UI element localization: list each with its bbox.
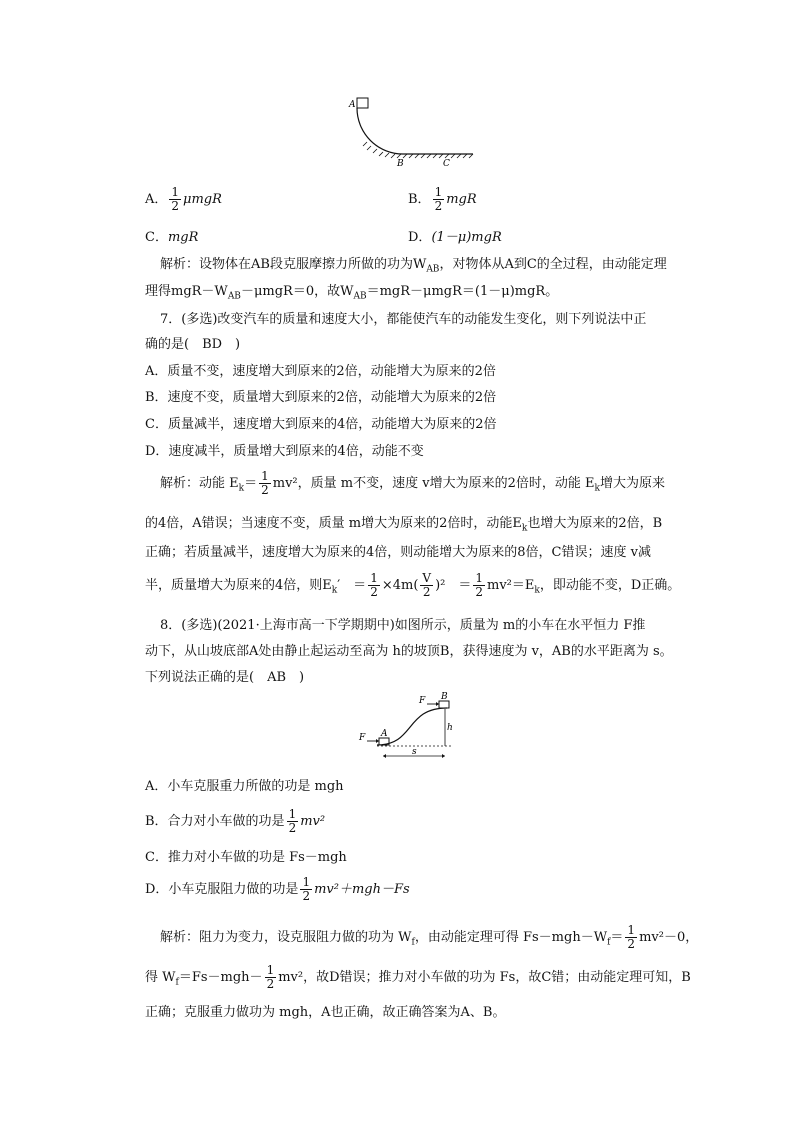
hill-slope-figure [355,690,465,762]
label-a: A [349,100,356,110]
q7-option-a: A．质量不变，速度增大到原来的2倍，动能增大为原来的2倍 [145,364,496,379]
label-h: h [447,723,453,733]
q7-analysis-line2: 的4倍，A错误；当速度不变，质量 m增大为原来的2倍时，动能$E_k$也增大为原来的2倍，B [145,516,663,534]
slope-curve [377,708,447,745]
block-a [357,98,368,108]
q7-analysis-line1: 解析：动能 $E_k=$ $\frac{1}{2}$ mv²，质量 m不变，速度 v增大为原来的2倍时，动能 $E_k$增大为原来 [160,469,665,497]
q7-analysis-line3: 正确；若质量减半，速度增大为原来的4倍，则动能增大为原来的8倍，C错误；速度 v减 [145,545,651,560]
q8-stem-line3: 下列说法正确的是( AB ) [145,670,305,685]
q6-option-b: B． $\frac{1}{2}$ mgR [408,185,477,213]
q7-option-b: B．速度不变，质量增大到原来的2倍，动能增大为原来的2倍 [145,390,497,405]
ground-hatch [363,142,473,158]
q8-option-a: A．小车克服重力所做的功是 mgh [145,779,344,794]
q8-option-b: B．合力对小车做的功是 $\frac{1}{2}$ mv² [145,807,326,835]
q6-option-a: A． $\frac{1}{2}$ μmgR [145,185,222,213]
label-s: s [412,747,417,757]
label-f2: F [419,696,426,706]
q6-analysis-line2: 理得$mgR-W_{AB}-\mu mgR=0$，故$W_{AB}=mgR-\mu mgR=(1-\mu)mgR$。 [145,284,559,302]
q6-option-c: C．mgR [145,230,199,245]
q8-analysis-line3: 正确；克服重力做功为 mgh，A也正确，故正确答案为A、B。 [145,1005,506,1020]
q7-stem-line2: 确的是( BD ) [145,337,241,352]
q8-option-d: D．小车克服阻力做的功是 $\frac{1}{2}$ mv²＋mgh－Fs [145,875,410,903]
q6-option-d: D．(1－μ)mgR [408,230,502,245]
q7-stem-line1: 7．(多选)改变汽车的质量和速度大小，都能使汽车的动能发生变化，则下列说法中正 [160,312,647,327]
q7-analysis-line4: 半，质量增大为原来的4倍，则$E_k'$ ＝ $\frac{1}{2}$ ×4m( $\frac{V}{2}$ )² ＝ $\frac{1}{2}$ $mv^2=E_k$，即动能不变，D正确。 [145,571,681,599]
quarter-circle-track-figure [345,92,480,172]
curved-track [357,108,403,154]
label-b2: B [441,692,448,702]
q8-analysis-line1: 解析：阻力为变力，设克服阻力做的功为 $W_f$，由动能定理可得 $Fs-mgh-W_f=$ $\frac{1}{2}$ mv²－0， [160,923,699,951]
label-b: B [397,159,404,169]
label-c: C [443,159,450,169]
label-a2: A [381,729,388,739]
q6-analysis-line1: 解析：设物体在AB段克服摩擦力所做的功为$W_{AB}$，对物体从A到C的全过程，由动能定理 [160,257,667,275]
q8-stem-line1: 8．(多选)(2021·上海市高一下学期期中)如图所示，质量为 m的小车在水平恒力 F推 [160,618,646,633]
label-f1: F [359,733,366,743]
cart-b [439,701,449,708]
q8-stem-line2: 动下，从山坡底部A处由静止起运动至高为 h的坡顶B，获得速度为 v，AB的水平距离为 s。 [145,644,673,659]
q8-analysis-line2: 得 $W_f=Fs-mgh-$ $\frac{1}{2}$ mv²，故D错误；推力对小车做的功为 Fs，故C错；由动能定理可知，B [145,963,691,991]
q7-option-c: C．质量减半，速度增大到原来的4倍，动能增大为原来的2倍 [145,417,497,432]
q7-option-d: D．速度减半，质量增大到原来的4倍，动能不变 [145,444,424,459]
q8-option-c: C．推力对小车做的功是 Fs－mgh [145,850,347,865]
